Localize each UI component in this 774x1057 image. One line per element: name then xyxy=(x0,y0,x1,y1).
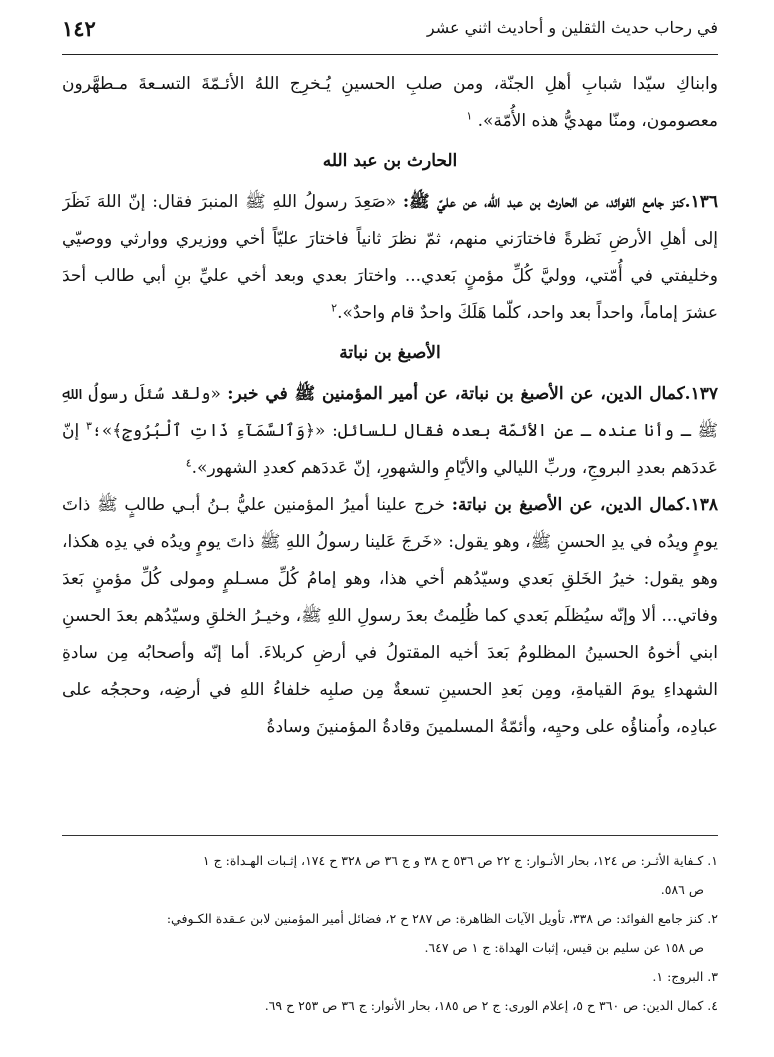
running-header-title: في رحاب حديث الثقلين و أحاديث اثني عشر xyxy=(426,18,718,37)
hadith-text: «ولقد سُئلَ رسولُ اللهِ ﷺ ـ وأنا عنده ـ عن الأئمّة بعده فقال للسائل: «﴿وَٱلسَّمَآءِ ذَاتِ ٱلْبُرُوجِ﴾»؛ xyxy=(62,384,718,441)
hadith-text: خرج علينا أميرُ المؤمنين عليُّ بـنُ أبـي طالبٍ ﷺ ذاتَ يومٍ ويدُه في يدِ الحسنِ ﷺ، وهو يقول: «خَرجَ عَلينا رسولُ اللهِ ﷺ ذاتَ يومٍ ويدُه في يدِه هكذا، وهو يقول: خيرُ الخَلقِ بَعدي وسيّدُهم أخي هذا، وهو إمامُ كُلِّ مسـلمٍ ومولى كُلِّ مؤمنٍ بَعدَ وفاتي... ألا وإنّه سيُظلَم بَعدي كما ظُلِمتُ بعدَ رسولِ اللهِ ﷺ، وخيـرُ الخلقِ وسيّدُهم بعدَ الحسنِ ابني أخوهُ الحسينُ المظلومُ بَعدَ أخيه المقتولُ في أرضِ كربلاءَ. أما إنّه وأصحابُه مِن سادةِ الشهداءِ يومَ القيامةِ، ومِن بَعدِ الحسينِ تسعةٌ مِن صلبِه خلفاءُ اللهِ في أرضِه، وحججُه على عبادِه، واُمناؤُه على وحيِه، وأئمّةُ المسلمينَ وقادةُ المؤمنينَ وسادةُ xyxy=(62,495,718,737)
hadith-137 xyxy=(62,376,718,487)
footnote-ref: ٤ xyxy=(185,456,192,470)
section-heading-asbagh: الأصبغ بن نباتة xyxy=(339,343,441,363)
footnote-1: ١. كـفاية الأثـر: ص ١٢٤، بحار الأنـوار: ج ٢٢ ص ٥٣٦ ح ٣٨ و ج ٣٦ ص ٣٢٨ ح ١٧٤، إثـبات الهـداة: ج ١ xyxy=(202,853,718,868)
footnote-1-continuation: ص ٥٨٦. xyxy=(660,882,704,897)
running-header xyxy=(62,16,718,46)
footnotes xyxy=(62,846,718,1024)
footnote-3: ٣. البروج: ١. xyxy=(652,969,718,984)
footnote-ref: ١ xyxy=(466,109,473,123)
footnote-2-continuation: ص ١٥٨ عن سليم بن قيس، إثبات الهداة: ج ١ ص ٦٤٧. xyxy=(424,940,704,955)
footnote-4: ٤. كمال الدين: ص ٣٦٠ ح ٥، إعلام الورى: ج ٢ ص ١٨٥، بحار الأنوار: ج ٣٦ ص ٢٥٣ ح ٦٩. xyxy=(264,998,718,1013)
hadith-text: «صَعِدَ رسولُ اللهِ ﷺ المنبرَ فقال: إنّ اللهَ نَظَرَ إلى أهلِ الأرضِ نَظرةً فاختارَني منهم، ثمّ نظرَ ثانياً فاختارَ عليّاً أخي ووزيري ووارثي ووصيّي وخليفتي في أُمّتي، ووليَّ كُلِّ مؤمنٍ بَعدي... واختارَ بعدي وبعد أخي عليِّ بنِ أبي طالب أحدَ عشرَ إماماً، واحداً بعد واحد، كلّما هَلَكَ واحدٌ قام واحدٌ». xyxy=(62,192,718,323)
footnote-ref: ٢ xyxy=(331,301,338,315)
hadith-number: ١٣٧. xyxy=(684,384,718,404)
hadith-number: ١٣٦. xyxy=(684,192,718,212)
hadith-source: كمال الدين، عن الأصبغ بن نباتة: xyxy=(451,495,685,515)
hadith-136 xyxy=(62,184,718,332)
footnote-2: ٢. كنز جامع الفوائد: ص ٣٣٨، تأويل الآيات الظاهرة: ص ٢٨٧ ح ٢، فضائل أمير المؤمنين لابن عـقدة الكـوفي: xyxy=(166,911,718,926)
main-text xyxy=(62,66,718,816)
page-number: ١٤٢ xyxy=(62,16,96,41)
section-heading-harith: الحارث بن عبد الله xyxy=(322,151,458,171)
footnote-divider xyxy=(62,835,718,836)
intro-paragraph xyxy=(62,66,718,140)
intro-text: وابناكِ سيّدا شبابِ أهلِ الجنّة، ومن صلبِ الحسينِ يُـخرِج اللهُ الأئـمّةَ التسـعةَ مـطهَّرون معصومون، ومنّا مهديُّ هذه الأُمّة». xyxy=(62,74,718,131)
hadith-number: ١٣٨. xyxy=(684,495,718,515)
hadith-text: إنّ عَددَهم بعددِ البروجِ، وربِّ الليالي والأيّامِ والشهورِ، إنّ عَددَهم كعددِ الشهور». xyxy=(62,421,718,478)
header-divider xyxy=(62,54,718,55)
hadith-source: كنز جامع الفوائد، عن الحارث بن عبد الله، عن عليّ ﷺ: xyxy=(402,192,685,212)
hadith-138 xyxy=(62,487,718,746)
hadith-source: كمال الدين، عن الأصبغ بن نباتة، عن أمير المؤمنين ﷺ في خبر: xyxy=(227,384,685,404)
footnote-ref: ٣ xyxy=(85,419,92,433)
